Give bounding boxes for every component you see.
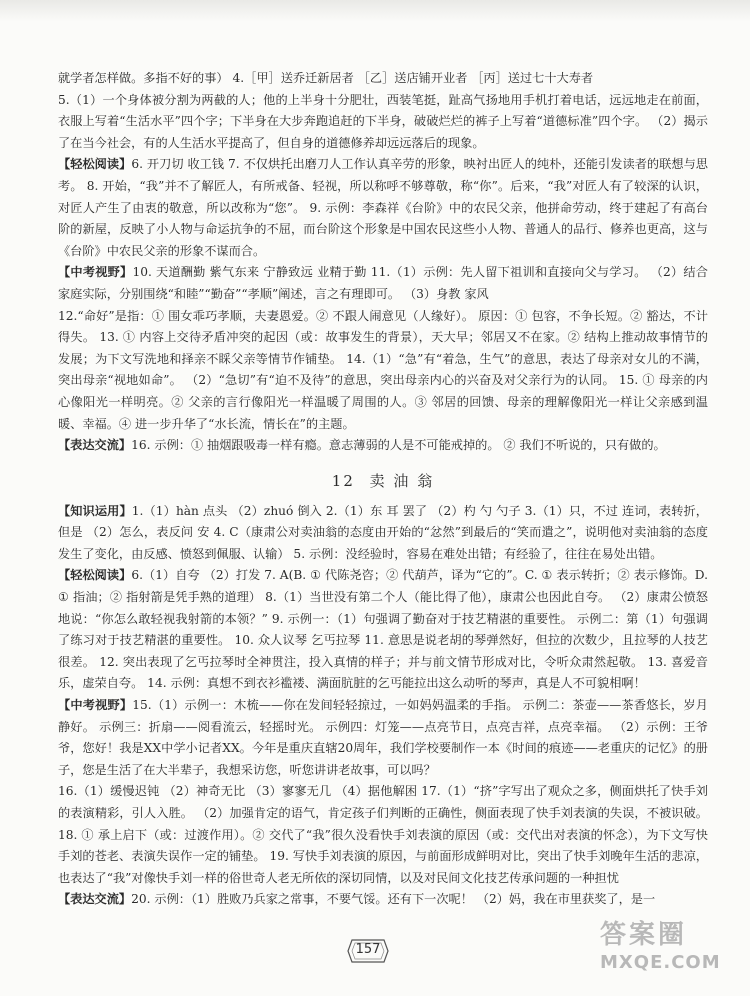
section-tag-easy-reading: 【轻松阅读】 — [58, 568, 132, 583]
answer-paragraph — [58, 889, 708, 911]
answer-paragraph: 16.（1）缓慢迟钝 （2）神奇无比 （3）寥寥无几 （4）据他解困 17.（1）“挤”字写出了观众之多，侧面烘托了快手刘的表演精彩，引人入胜。 （2）加强肯定的语气，肯定孩子们判断的正确性，侧面表现了快手刘表演的失误，不被识破。 18. ① 承上启下（或：过渡作用）。② 交代了“我”很久没看快手刘表演的原因（或：交代出对表演的怀念），为下文写快手刘的苍老、表演失误作一定的铺垫。 19. 写快手刘表演的原因，与前面形成鲜明对比，突出了快手刘晚年生活的悲凉，也表达了“我”对像快手刘一样的俗世奇人老无所依的深切同情，以及对民间文化技艺传承问题的一种担忧 — [58, 784, 708, 885]
section-tag-knowledge: 【知识运用】 — [58, 503, 132, 518]
chapter-title: 卖 油 翁 — [369, 471, 435, 490]
chapter-heading — [58, 467, 708, 495]
answer-paragraph — [58, 262, 708, 305]
answer-text: 16. 示例：① 抽烟跟吸毒一样有瘾。意志薄弱的人是不可能戒掉的。 ② 我们不听说的，只有做的。 — [131, 438, 666, 453]
answer-text: 20. 示例：（1）胜败乃兵家之常事，不要气馁。还有下一次呢！ （2）妈，我在市里获奖了，是一 — [131, 892, 656, 907]
scan-top-shadow — [0, 0, 750, 22]
answer-paragraph — [58, 565, 708, 695]
answer-text: 15.（1）示例一：木梳——你在发间轻轻掠过，一如妈妈温柔的手指。 示例二：茶壶——茶香悠长，岁月静好。 示例三：折扇——阅看流云，轻摇时光。 示例四：灯笼——点亮节日，点亮吉祥，点亮幸福。 （2）示例：王爷爷，您好！我是XX中学小记者XX。今年是重庆直辖20周年，我们学校要制作一本《时间的痕迹——老重庆的记忆》的册子，您是生活了在大半辈子，我想采访您，听您讲讲老故事，可以吗？ — [58, 698, 708, 777]
section-tag-exam-view: 【中考视野】 — [58, 265, 133, 280]
answer-text: 10. 天道酬勤 紫气东来 宁静致远 业精于勤 11.（1）示例：先人留下祖训和直接向父与学习。 （2）结合家庭实际，分别围绕“和睦”“勤奋”“孝顺”阐述，言之有理即可。 （3）身教 家风 — [58, 265, 708, 301]
answer-page — [58, 68, 708, 911]
answer-text: 1.（1）hàn 点头 （2）zhuó 倒入 2.（1）东 耳 罢了 （2）杓 勺 勺子 3.（1）只，不过 连词，表转折，但是 （2）怎么，表反问 安 4. C（康肃公对卖油翁的态度由开始的“忿然”到最后的“笑而遣之”，说明他对卖油翁的态度发生了变化，由反感、愤怒到佩服、认输） 5. 示例：没经验时，容易在难处出错；有经验了，往往在易处出错。 — [58, 503, 708, 561]
section-tag-exam-view: 【中考视野】 — [58, 698, 133, 713]
answer-text: 6. 开刀切 收工钱 7. 不仅烘托出磨刀人工作认真辛劳的形象，映衬出匠人的纯朴，还能引发读者的联想与思考。 8. 开始，“我”并不了解匠人，有所戒备、轻视，所以称呼不够尊敬，称“你”。后来，“我”对匠人有了较深的认识，对匠人产生了由衷的敬意，所以改称为“您”。 9. 示例：李森祥《台阶》中的农民父亲，他拼命劳动，终于建起了有高台阶的新屋，反映了小人物与命运抗争的不屈，而台阶这个形象是中国农民这些小人物、普通人的品行、修养也更高，这与《台阶》中农民父亲的形象不谋而合。 — [58, 157, 708, 258]
answer-paragraph — [58, 501, 708, 566]
section-tag-expression: 【表达交流】 — [58, 438, 132, 453]
answer-text: 6.（1）自夸 （2）打发 7. A(B. ① 代陈尧咨；② 代葫芦，译为“它的”。C. ① 表示转折；② 表示修饰。D. ① 指油；② 指射箭是凭手熟的道理） 8.（1）当世没有第二个人（能比得了他），康肃公也因此自夸。 （2）康肃公愤怒地说：“你怎么敢轻视我射箭的本领？” 9. 示例一：（1）句强调了勤奋对于技艺精湛的重要性。 示例二：第（1）句强调了练习对于技艺精湛的重要性。 10. 众人议琴 乞丐拉琴 11. 意思是说老胡的琴弹然好，但拉的次数少，且拉琴的人技艺很差。 12. 突出表现了乞丐拉琴时全神贯注，投入真情的样子；并与前文情节形成对比，令听众肃然起敬。 13. 喜爱音乐，虚荣自夸。 14. 示例：真想不到衣衫褴褛、满面肮脏的乞丐能拉出这么动听的琴声，真是人不可貌相啊！ — [58, 568, 708, 691]
answer-paragraph: 12.“命好”是指：① 围女乖巧孝顺，夫妻恩爱。② 不跟人闹意见（人缘好）。 原因：① 包容，不争长短。② 豁达，不计得失。 13. ① 内容上交待矛盾冲突的起因（或：故事发生的背景），天大早；邻居又不在家。② 结构上推动故事情节的发展；为下文写洗地和择亲不睬父亲等情节作铺垫。 14.（1）“急”有“着急，生气”的意思，表达了母亲对女儿的不满，突出母亲“视地如命”。 （2）“急切”有“迫不及待”的意思，突出母亲内心的兴奋及对父亲行为的认同。 15. ① 母亲的内心像阳光一样明亮。② 父亲的言行像阳光一样温暖了周围的人。③ 邻居的回馈、母亲的理解像阳光一样让父亲感到温暖、幸福。④ 进一步升华了“水长流，情长在”的主题。 — [58, 308, 708, 431]
watermark-url: MXQE.COM — [600, 952, 721, 973]
answer-line: 就学者怎样做。多指不好的事） 4.［甲］送乔迁新居者 ［乙］送店铺开业者 ［丙］送过七十大寿者 — [58, 71, 594, 85]
page-number-badge — [346, 936, 390, 966]
watermark-logo: 答案圈 — [600, 920, 688, 950]
answer-paragraph: 5.（1）一个身体被分割为两截的人；他的上半身十分肥壮，西装笔挺，趾高气扬地用手机打着电话，远远地走在前面，衣服上写着“生活水平”四个字；下半身在大步奔跑追赶的下半身，破破烂烂的裤子上写着“道德标准”四个字。 （2）揭示了在当今社会，有的人生活水平提高了，但自身的道德修养却远远落后的现象。 — [58, 92, 708, 150]
watermark — [600, 918, 748, 994]
chapter-number: 12 — [331, 471, 355, 490]
answer-paragraph — [58, 154, 708, 262]
page-number: 157 — [355, 942, 381, 957]
answer-paragraph — [58, 435, 708, 457]
answer-paragraph — [58, 695, 708, 781]
section-tag-easy-reading: 【轻松阅读】 — [58, 157, 132, 172]
section-tag-expression: 【表达交流】 — [58, 892, 132, 907]
